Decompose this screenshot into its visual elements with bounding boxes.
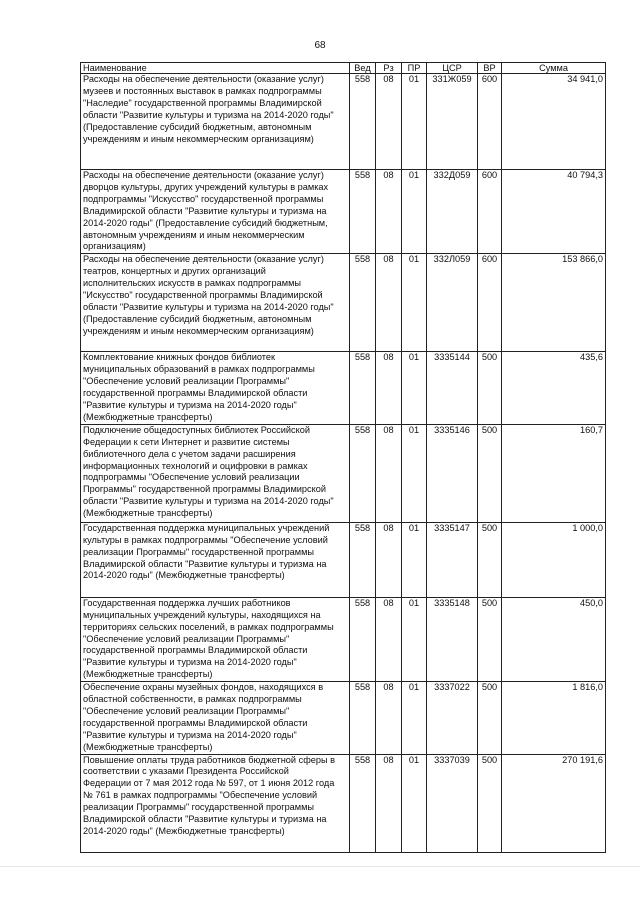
row-sum: 40 794,3 <box>502 170 606 254</box>
header-name: Наименование <box>81 63 350 74</box>
row-name: Государственная поддержка муниципальных учреждений культуры в рамках подпрограммы "Обеспечение условий реализации Программы" государственной программы Владимирской области "Развитие культуры и туризма на 2014-2020 годы" (Межбюджетные трансферты) <box>81 522 350 597</box>
page-number: 68 <box>314 40 326 51</box>
row-rz: 08 <box>376 597 402 681</box>
row-vr: 600 <box>478 74 502 170</box>
row-vr: 500 <box>478 352 502 424</box>
row-sum: 1 816,0 <box>502 682 606 754</box>
row-pr: 01 <box>402 74 427 170</box>
table-row <box>81 522 606 597</box>
row-csr: 331Ж059 <box>427 74 478 170</box>
row-vr: 500 <box>478 522 502 597</box>
table-row <box>81 254 606 352</box>
row-rz: 08 <box>376 352 402 424</box>
header-rz: Рз <box>376 63 402 74</box>
row-rz: 08 <box>376 170 402 254</box>
row-csr: 3337022 <box>427 682 478 754</box>
row-csr: 3335146 <box>427 424 478 522</box>
row-sum: 1 000,0 <box>502 522 606 597</box>
row-csr: 3337039 <box>427 754 478 852</box>
row-sum: 160,7 <box>502 424 606 522</box>
row-csr: 332Л059 <box>427 254 478 352</box>
row-name: Повышение оплаты труда работников бюджетной сферы в соответствии с указами Президента Российской Федерации от 7 мая 2012 года № 597, от 1 июня 2012 года № 761 в рамках подпрограммы "Обеспечение условий реализации Программы" государственной программы Владимирской области "Развитие культуры и туризма на 2014-2020 годы" (Межбюджетные трансферты) <box>81 754 350 852</box>
row-pr: 01 <box>402 352 427 424</box>
row-csr: 3335144 <box>427 352 478 424</box>
row-ved: 558 <box>350 522 376 597</box>
row-ved: 558 <box>350 74 376 170</box>
row-ved: 558 <box>350 170 376 254</box>
header-pr: ПР <box>402 63 427 74</box>
row-name: Расходы на обеспечение деятельности (оказание услуг) театров, концертных и других организаций исполнительских искусств в рамках подпрограммы "Искусство" государственной программы Владимирской области "Развитие культуры и туризма на 2014-2020 годы" (Предоставление субсидий бюджетным, автономным учреждениям и иным некоммерческим организациям) <box>81 254 350 352</box>
row-pr: 01 <box>402 170 427 254</box>
row-sum: 450,0 <box>502 597 606 681</box>
row-rz: 08 <box>376 682 402 754</box>
row-pr: 01 <box>402 424 427 522</box>
row-csr: 3335148 <box>427 597 478 681</box>
table-row <box>81 597 606 681</box>
row-csr: 332Д059 <box>427 170 478 254</box>
row-rz: 08 <box>376 74 402 170</box>
row-vr: 500 <box>478 754 502 852</box>
table-row <box>81 754 606 852</box>
row-pr: 01 <box>402 522 427 597</box>
row-pr: 01 <box>402 754 427 852</box>
row-ved: 558 <box>350 254 376 352</box>
table-row <box>81 424 606 522</box>
table-row <box>81 170 606 254</box>
row-vr: 600 <box>478 254 502 352</box>
row-vr: 500 <box>478 424 502 522</box>
row-sum: 153 866,0 <box>502 254 606 352</box>
row-sum: 270 191,6 <box>502 754 606 852</box>
row-rz: 08 <box>376 522 402 597</box>
header-csr: ЦСР <box>427 63 478 74</box>
budget-table <box>80 62 606 853</box>
row-ved: 558 <box>350 754 376 852</box>
row-pr: 01 <box>402 254 427 352</box>
row-rz: 08 <box>376 254 402 352</box>
row-vr: 500 <box>478 597 502 681</box>
page-bottom-rule <box>0 866 640 867</box>
row-csr: 3335147 <box>427 522 478 597</box>
row-name: Расходы на обеспечение деятельности (оказание услуг) музеев и постоянных выставок в рамках подпрограммы "Наследие" государственной программы Владимирской области "Развитие культуры и туризма на 2014-2020 годы" (Предоставление субсидий бюджетным, автономным учреждениям и иным некоммерческим организациям) <box>81 74 350 170</box>
row-sum: 34 941,0 <box>502 74 606 170</box>
table-row <box>81 682 606 754</box>
row-name: Государственная поддержка лучших работников муниципальных учреждений культуры, находящихся на территориях сельских поселений, в рамках подпрограммы "Обеспечение условий реализации Программы" государственной программы Владимирской области "Развитие культуры и туризма на 2014-2020 годы" (Межбюджетные трансферты) <box>81 597 350 681</box>
table-header-row <box>81 63 606 74</box>
table-row <box>81 74 606 170</box>
row-name: Расходы на обеспечение деятельности (оказание услуг) дворцов культуры, других учреждений культуры в рамках подпрограммы "Искусство" государственной программы Владимирской области "Развитие культуры и туризма на 2014-2020 годы" (Предоставление субсидий бюджетным, автономным учреждениям и иным некоммерческим организациям) <box>81 170 350 254</box>
row-name: Подключение общедоступных библиотек Российской Федерации к сети Интернет и развитие системы библиотечного дела с учетом задачи расширения информационных технологий и оцифровки в рамках подпрограммы "Обеспечение условий реализации Программы" государственной программы Владимирской области "Развитие культуры и туризма на 2014-2020 годы" (Межбюджетные трансферты) <box>81 424 350 522</box>
row-rz: 08 <box>376 754 402 852</box>
row-ved: 558 <box>350 424 376 522</box>
header-vr: ВР <box>478 63 502 74</box>
row-name: Комплектование книжных фондов библиотек муниципальных образований в рамках подпрограммы "Обеспечение условий реализации Программы" государственной программы Владимирской области "Развитие культуры и туризма на 2014-2020 годы" (Межбюджетные трансферты) <box>81 352 350 424</box>
header-sum: Сумма <box>502 63 606 74</box>
row-vr: 600 <box>478 170 502 254</box>
row-ved: 558 <box>350 597 376 681</box>
row-sum: 435,6 <box>502 352 606 424</box>
row-vr: 500 <box>478 682 502 754</box>
row-ved: 558 <box>350 352 376 424</box>
row-ved: 558 <box>350 682 376 754</box>
row-pr: 01 <box>402 682 427 754</box>
table-row <box>81 352 606 424</box>
row-pr: 01 <box>402 597 427 681</box>
row-name: Обеспечение охраны музейных фондов, находящихся в областной собственности, в рамках подпрограммы "Обеспечение условий реализации Программы" государственной программы Владимирской области "Развитие культуры и туризма на 2014-2020 годы" (Межбюджетные трансферты) <box>81 682 350 754</box>
header-ved: Вед <box>350 63 376 74</box>
row-rz: 08 <box>376 424 402 522</box>
